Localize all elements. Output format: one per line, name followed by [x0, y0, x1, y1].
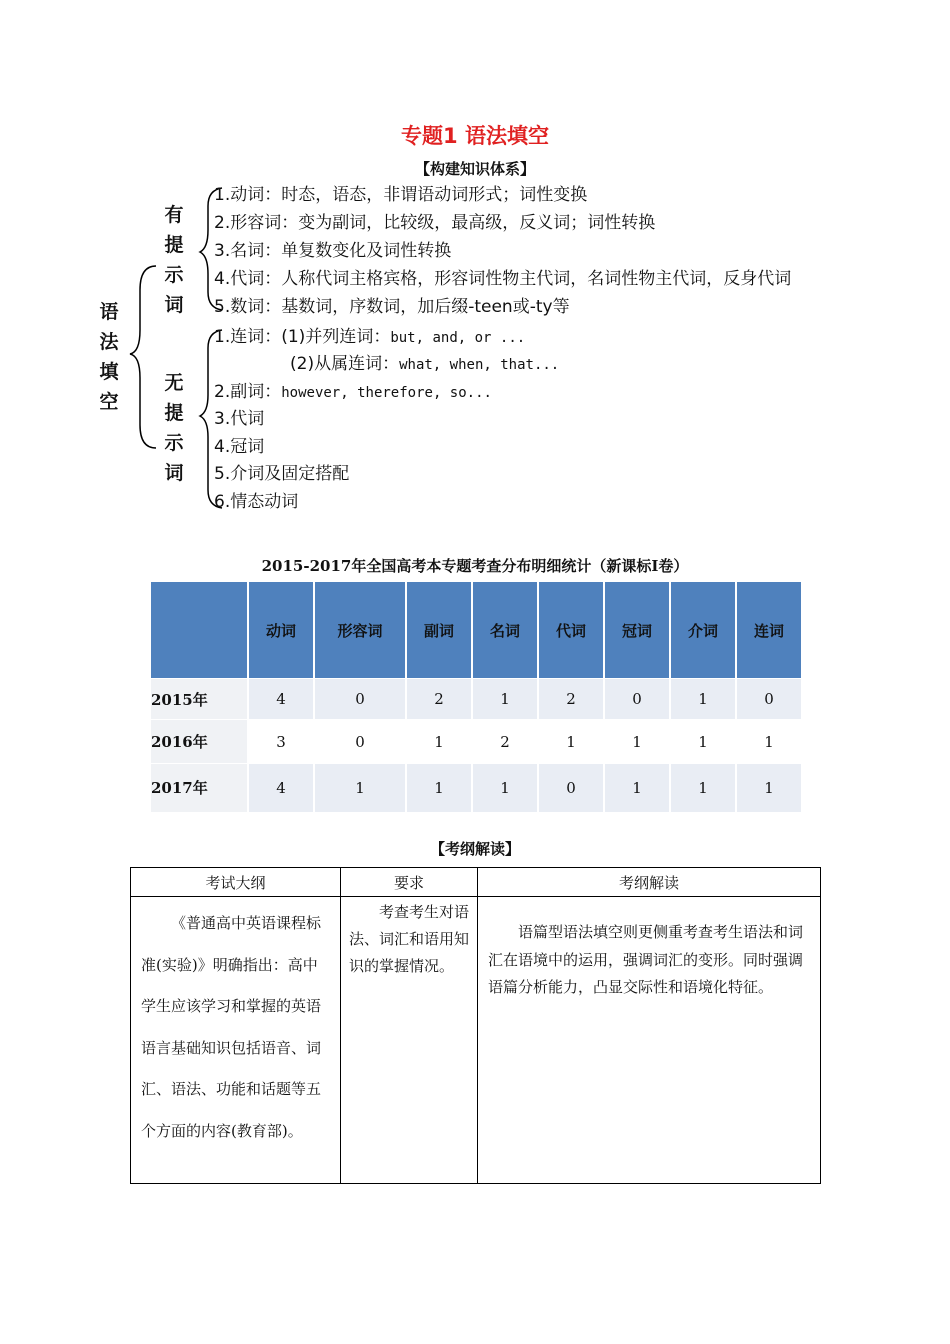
adverb-prefix: 2.副词：	[214, 382, 282, 402]
outline-table	[130, 867, 821, 1184]
vertical-char: 示	[164, 264, 184, 286]
header-cell: 冠词	[604, 582, 670, 679]
header-cell: 名词	[472, 582, 538, 679]
table-cell: 1	[736, 720, 802, 764]
with-hint-item: 3.名词：单复数变化及词性转换	[214, 241, 452, 261]
subordinating-conj-item	[290, 354, 559, 375]
table-cell: 4	[248, 764, 314, 812]
table-cell: 0	[736, 679, 802, 720]
header-cell	[151, 582, 248, 679]
coordinating-conj-words: but, and, or ...	[390, 330, 526, 346]
without-hint-item: 5.介词及固定搭配	[214, 464, 350, 484]
outline-header-row	[131, 868, 821, 897]
vertical-char: 有	[164, 204, 184, 226]
table-cell: 1	[604, 764, 670, 812]
adverb-item	[214, 382, 492, 403]
table-cell: 2	[472, 720, 538, 764]
table-cell: 1	[472, 764, 538, 812]
with-hint-item: 4.代词：人称代词主格宾格，形容词性物主代词，名词性物主代词，反身代词	[214, 269, 792, 289]
outline-section-title: 【考纲解读】	[429, 840, 520, 858]
conjunction-prefix: 1.连词：	[214, 327, 282, 347]
table-cell: 1	[670, 720, 736, 764]
section-heading-knowledge-system: 【构建知识体系】	[414, 160, 535, 178]
header-cell: 要求	[341, 868, 478, 897]
header-cell: 副词	[406, 582, 472, 679]
with-hint-item: 2.形容词：变为副词，比较级，最高级，反义词；词性转换	[214, 213, 656, 233]
header-cell: 连词	[736, 582, 802, 679]
header-cell: 形容词	[314, 582, 406, 679]
table-cell: 4	[248, 679, 314, 720]
vertical-char: 词	[164, 294, 184, 316]
table-cell: 1	[604, 720, 670, 764]
header-cell: 考纲解读	[478, 868, 821, 897]
stats-header-row	[151, 582, 802, 679]
table-cell: 1	[670, 764, 736, 812]
coordinating-conj-label: (1)并列连词：	[281, 327, 391, 347]
table-cell: 1	[314, 764, 406, 812]
year-cell: 2015年	[151, 679, 248, 720]
subordinating-conj-words: what, when, that...	[399, 357, 560, 373]
table-cell: 0	[314, 720, 406, 764]
with-hint-label	[162, 200, 186, 320]
vertical-char: 空	[99, 391, 119, 413]
header-cell: 考试大纲	[131, 868, 341, 897]
table-cell: 2	[538, 679, 604, 720]
table-cell: 1	[472, 679, 538, 720]
table-row	[131, 897, 821, 1184]
without-hint-item: 4.冠词	[214, 437, 265, 457]
without-hint-item: 3.代词	[214, 409, 265, 429]
without-hint-item: 6.情态动词	[214, 492, 299, 512]
table-cell: 2	[406, 679, 472, 720]
interpretation-cell	[478, 897, 821, 1184]
table-cell: 1	[406, 764, 472, 812]
conjunction-item	[214, 327, 525, 348]
table-row	[151, 679, 802, 720]
vertical-char: 填	[99, 361, 119, 383]
header-cell: 代词	[538, 582, 604, 679]
vertical-char: 词	[164, 462, 184, 484]
vertical-char: 无	[164, 372, 184, 394]
table-row	[151, 764, 802, 812]
table-cell: 0	[538, 764, 604, 812]
table-cell: 1	[538, 720, 604, 764]
requirement-text: 考查考生对语法、词汇和语用知识的掌握情况。	[349, 903, 470, 975]
vertical-char: 提	[164, 402, 184, 424]
adverb-words: however, therefore, so...	[281, 385, 492, 401]
vertical-char: 法	[99, 331, 119, 353]
header-cell: 介词	[670, 582, 736, 679]
table-cell: 0	[604, 679, 670, 720]
vertical-char: 提	[164, 234, 184, 256]
year-cell: 2016年	[151, 720, 248, 764]
vertical-char: 语	[99, 301, 119, 323]
table-cell: 1	[670, 679, 736, 720]
vertical-char: 示	[164, 432, 184, 454]
subordinating-conj-label: (2)从属连词：	[290, 354, 400, 374]
table-cell: 0	[314, 679, 406, 720]
with-hint-item: 1.动词：时态，语态，非谓语动词形式；词性变换	[214, 185, 588, 205]
stats-table	[151, 582, 803, 812]
header-cell: 动词	[248, 582, 314, 679]
table-cell: 3	[248, 720, 314, 764]
requirement-cell	[341, 897, 478, 1184]
table-cell: 1	[736, 764, 802, 812]
syllabus-text: 《普通高中英语课程标准(实验)》明确指出：高中学生应该学习和掌握的英语语言基础知识包括语音、词汇、语法、功能和话题等五个方面的内容(教育部)。	[141, 914, 322, 1140]
year-cell: 2017年	[151, 764, 248, 812]
syllabus-cell	[131, 897, 341, 1184]
interpretation-text: 语篇型语法填空则更侧重考查考生语法和词汇在语境中的运用，强调词汇的变形。同时强调语篇分析能力，凸显交际性和语境化特征。	[488, 923, 804, 996]
root-brace	[130, 266, 156, 448]
page-title: 专题1 语法填空	[401, 124, 549, 148]
stats-table-title: 2015-2017年全国高考本专题考查分布明细统计（新课标I卷）	[261, 557, 689, 575]
table-row	[151, 720, 802, 764]
without-hint-label	[162, 368, 186, 488]
table-cell: 1	[406, 720, 472, 764]
with-hint-item: 5.数词：基数词，序数词，加后缀-teen或-ty等	[214, 297, 570, 317]
